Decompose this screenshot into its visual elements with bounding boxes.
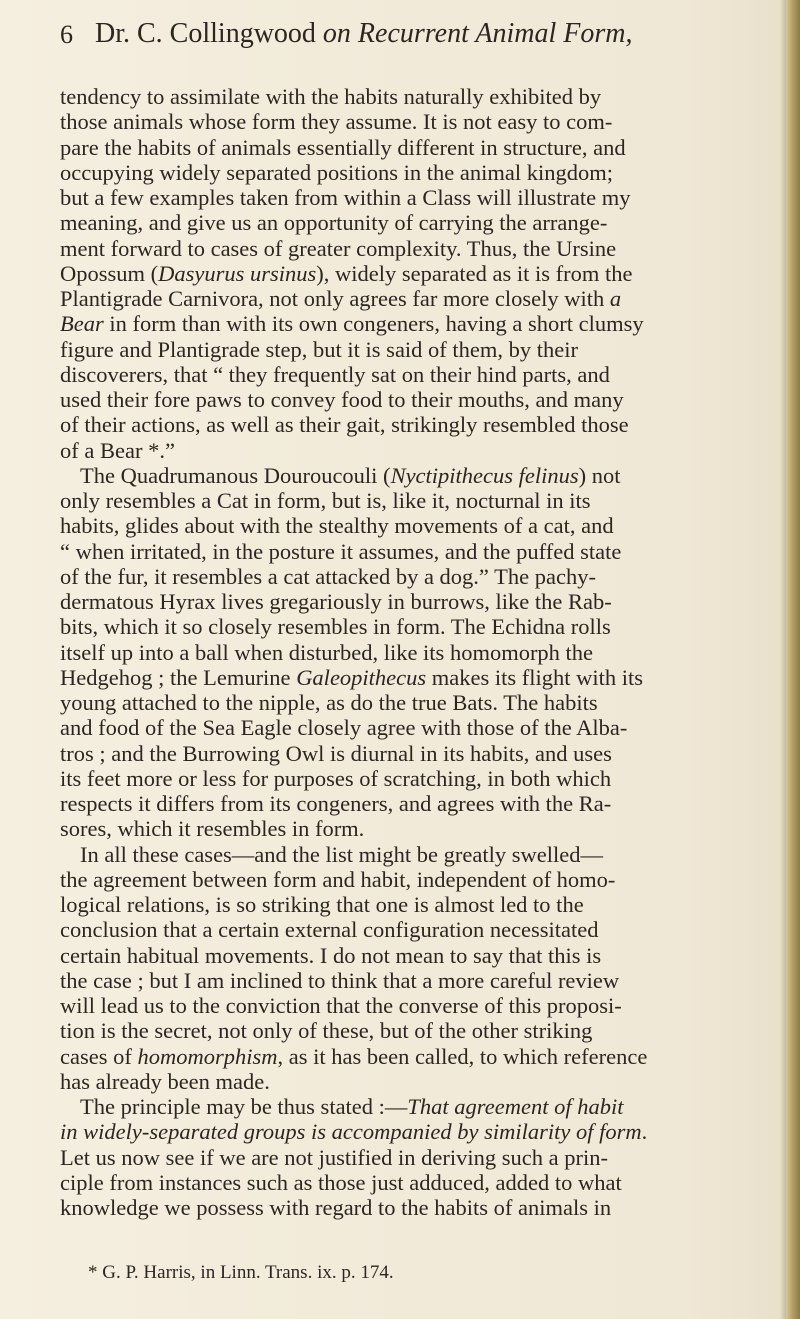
text-line: dermatous Hyrax lives gregariously in burrows, like the Rab- — [60, 589, 612, 614]
footnote: * G. P. Harris, in Linn. Trans. ix. p. 174. — [88, 1262, 394, 1283]
text-line: tendency to assimilate with the habits naturally exhibited by — [60, 84, 602, 109]
running-head — [95, 18, 632, 50]
running-head-on: on — [322, 18, 351, 49]
text-line: of the fur, it resembles a cat attacked by a dog.” The pachy- — [60, 563, 596, 589]
text-line: Let us now see if we are not justified in deriving such a prin- — [60, 1144, 608, 1170]
running-head-title: Recurrent Animal Form, — [357, 18, 633, 49]
text-line: respects it differs from its congeners, and agrees with the Ra- — [60, 791, 612, 816]
text-line: discoverers, that “ they frequently sat on their hind parts, and — [60, 361, 610, 387]
text-line: Opossum (Dasyurus ursinus), widely separated as it is from the — [60, 260, 633, 286]
text-line: of their actions, as well as their gait, strikingly resembled those — [60, 412, 629, 438]
text-line: conclusion that a certain external configuration necessitated — [60, 917, 599, 943]
running-head-author: Dr. C. Collingwood — [95, 18, 316, 49]
text-line: and food of the Sea Eagle closely agree with those of the Alba- — [60, 715, 628, 741]
text-line: the case ; but I am inclined to think that a more careful review — [60, 967, 620, 993]
text-line: has already been made. — [60, 1068, 270, 1094]
text-line: Bear in form than with its own congeners, having a short clumsy — [60, 311, 644, 337]
text-line: of a Bear *.” — [60, 437, 175, 463]
text-line: occupying widely separated positions in the animal kingdom; — [60, 159, 614, 185]
text-line: certain habitual movements. I do not mean to say that this is — [60, 942, 602, 968]
text-line: its feet more or less for purposes of scratching, in both which — [60, 765, 612, 791]
text-line: habits, glides about with the stealthy movements of a cat, and — [60, 513, 614, 539]
text-line: used their fore paws to convey food to their mouths, and many — [60, 387, 624, 412]
text-line: tros ; and the Burrowing Owl is diurnal in its habits, and uses — [60, 740, 612, 766]
text-line: The principle may be thus stated :—That agreement of habit — [80, 1094, 624, 1119]
text-line: young attached to the nipple, as do the true Bats. The habits — [60, 690, 598, 715]
text-line: the agreement between form and habit, independent of homo- — [60, 866, 616, 892]
text-line: those animals whose form they assume. It is not easy to com- — [60, 109, 613, 135]
page-number: 6 — [60, 20, 73, 49]
text-line: sores, which it resembles in form. — [60, 816, 365, 842]
text-line: in widely-separated groups is accompanied by similarity of form. — [60, 1119, 648, 1145]
text-line: Plantigrade Carnivora, not only agrees far more closely with a — [60, 286, 622, 311]
text-line: In all these cases—and the list might be greatly swelled— — [80, 841, 603, 867]
text-line: pare the habits of animals essentially different in structure, and — [60, 134, 626, 160]
text-line: meaning, and give us an opportunity of carrying the arrange- — [60, 210, 608, 236]
text-line: knowledge we possess with regard to the habits of animals in — [60, 1195, 612, 1220]
page-edge — [786, 0, 800, 1319]
text-line: “ when irritated, in the posture it assumes, and the puffed state — [60, 538, 622, 564]
text-line: itself up into a ball when disturbed, like its homomorph the — [60, 639, 594, 665]
text-line: ment forward to cases of greater complexity. Thus, the Ursine — [60, 235, 617, 261]
text-line: tion is the secret, not only of these, but of the other striking — [60, 1018, 593, 1044]
body-text — [60, 84, 780, 1220]
text-line: The Quadrumanous Douroucouli (Nyctipithecus felinus) not — [80, 462, 621, 488]
text-line: logical relations, is so striking that one is almost led to the — [60, 892, 584, 917]
text-line: figure and Plantigrade step, but it is said of them, by their — [60, 336, 579, 362]
text-line: but a few examples taken from within a Class will illustrate my — [60, 185, 631, 210]
text-line: Hedgehog ; the Lemurine Galeopithecus makes its flight with its — [60, 664, 644, 690]
text-line: only resembles a Cat in form, but is, like it, nocturnal in its — [60, 488, 591, 513]
page-header — [60, 6, 760, 66]
text-line: cases of homomorphism, as it has been called, to which reference — [60, 1043, 648, 1069]
text-line: ciple from instances such as those just adduced, added to what — [60, 1169, 622, 1195]
text-line: bits, which it so closely resembles in form. The Echidna rolls — [60, 614, 611, 640]
text-line: will lead us to the conviction that the converse of this proposi- — [60, 993, 622, 1018]
